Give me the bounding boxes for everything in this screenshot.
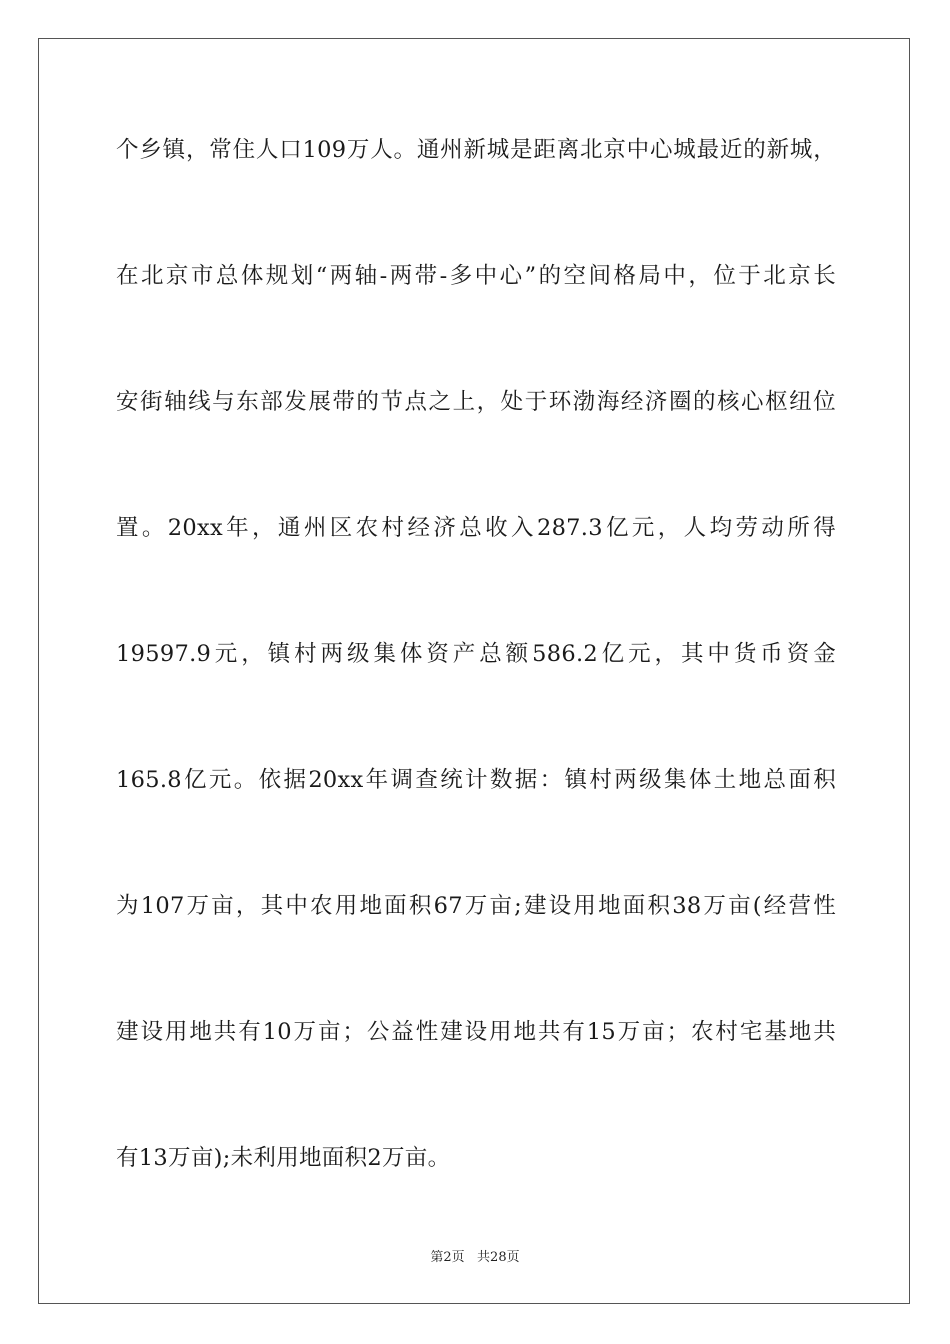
paragraph-line: 19597.9元，镇村两级集体资产总额586.2亿元，其中货币资金 [116, 641, 836, 667]
paragraph-line: 建设用地共有10万亩；公益性建设用地共有15万亩；农村宅基地共 [116, 1019, 836, 1045]
page-number-footer: 第2页 共28页 [430, 1250, 520, 1265]
paragraph-line: 在北京市总体规划“两轴-两带-多中心”的空间格局中，位于北京长 [116, 263, 836, 289]
paragraph-line: 安街轴线与东部发展带的节点之上，处于环渤海经济圈的核心枢纽位 [116, 389, 836, 415]
paragraph-line: 置。20xx年，通州区农村经济总收入287.3亿元，人均劳动所得 [116, 515, 836, 541]
document-body [116, 130, 836, 1264]
paragraph-line: 165.8亿元。依据20xx年调查统计数据：镇村两级集体土地总面积 [116, 767, 836, 793]
paragraph-line-last: 有13万亩);未利用地面积2万亩。 [116, 1145, 451, 1171]
paragraph-line: 个乡镇，常住人口109万人。通州新城是距离北京中心城最近的新城， [116, 137, 836, 163]
paragraph-line: 为107万亩，其中农用地面积67万亩;建设用地面积38万亩(经营性 [116, 893, 836, 919]
